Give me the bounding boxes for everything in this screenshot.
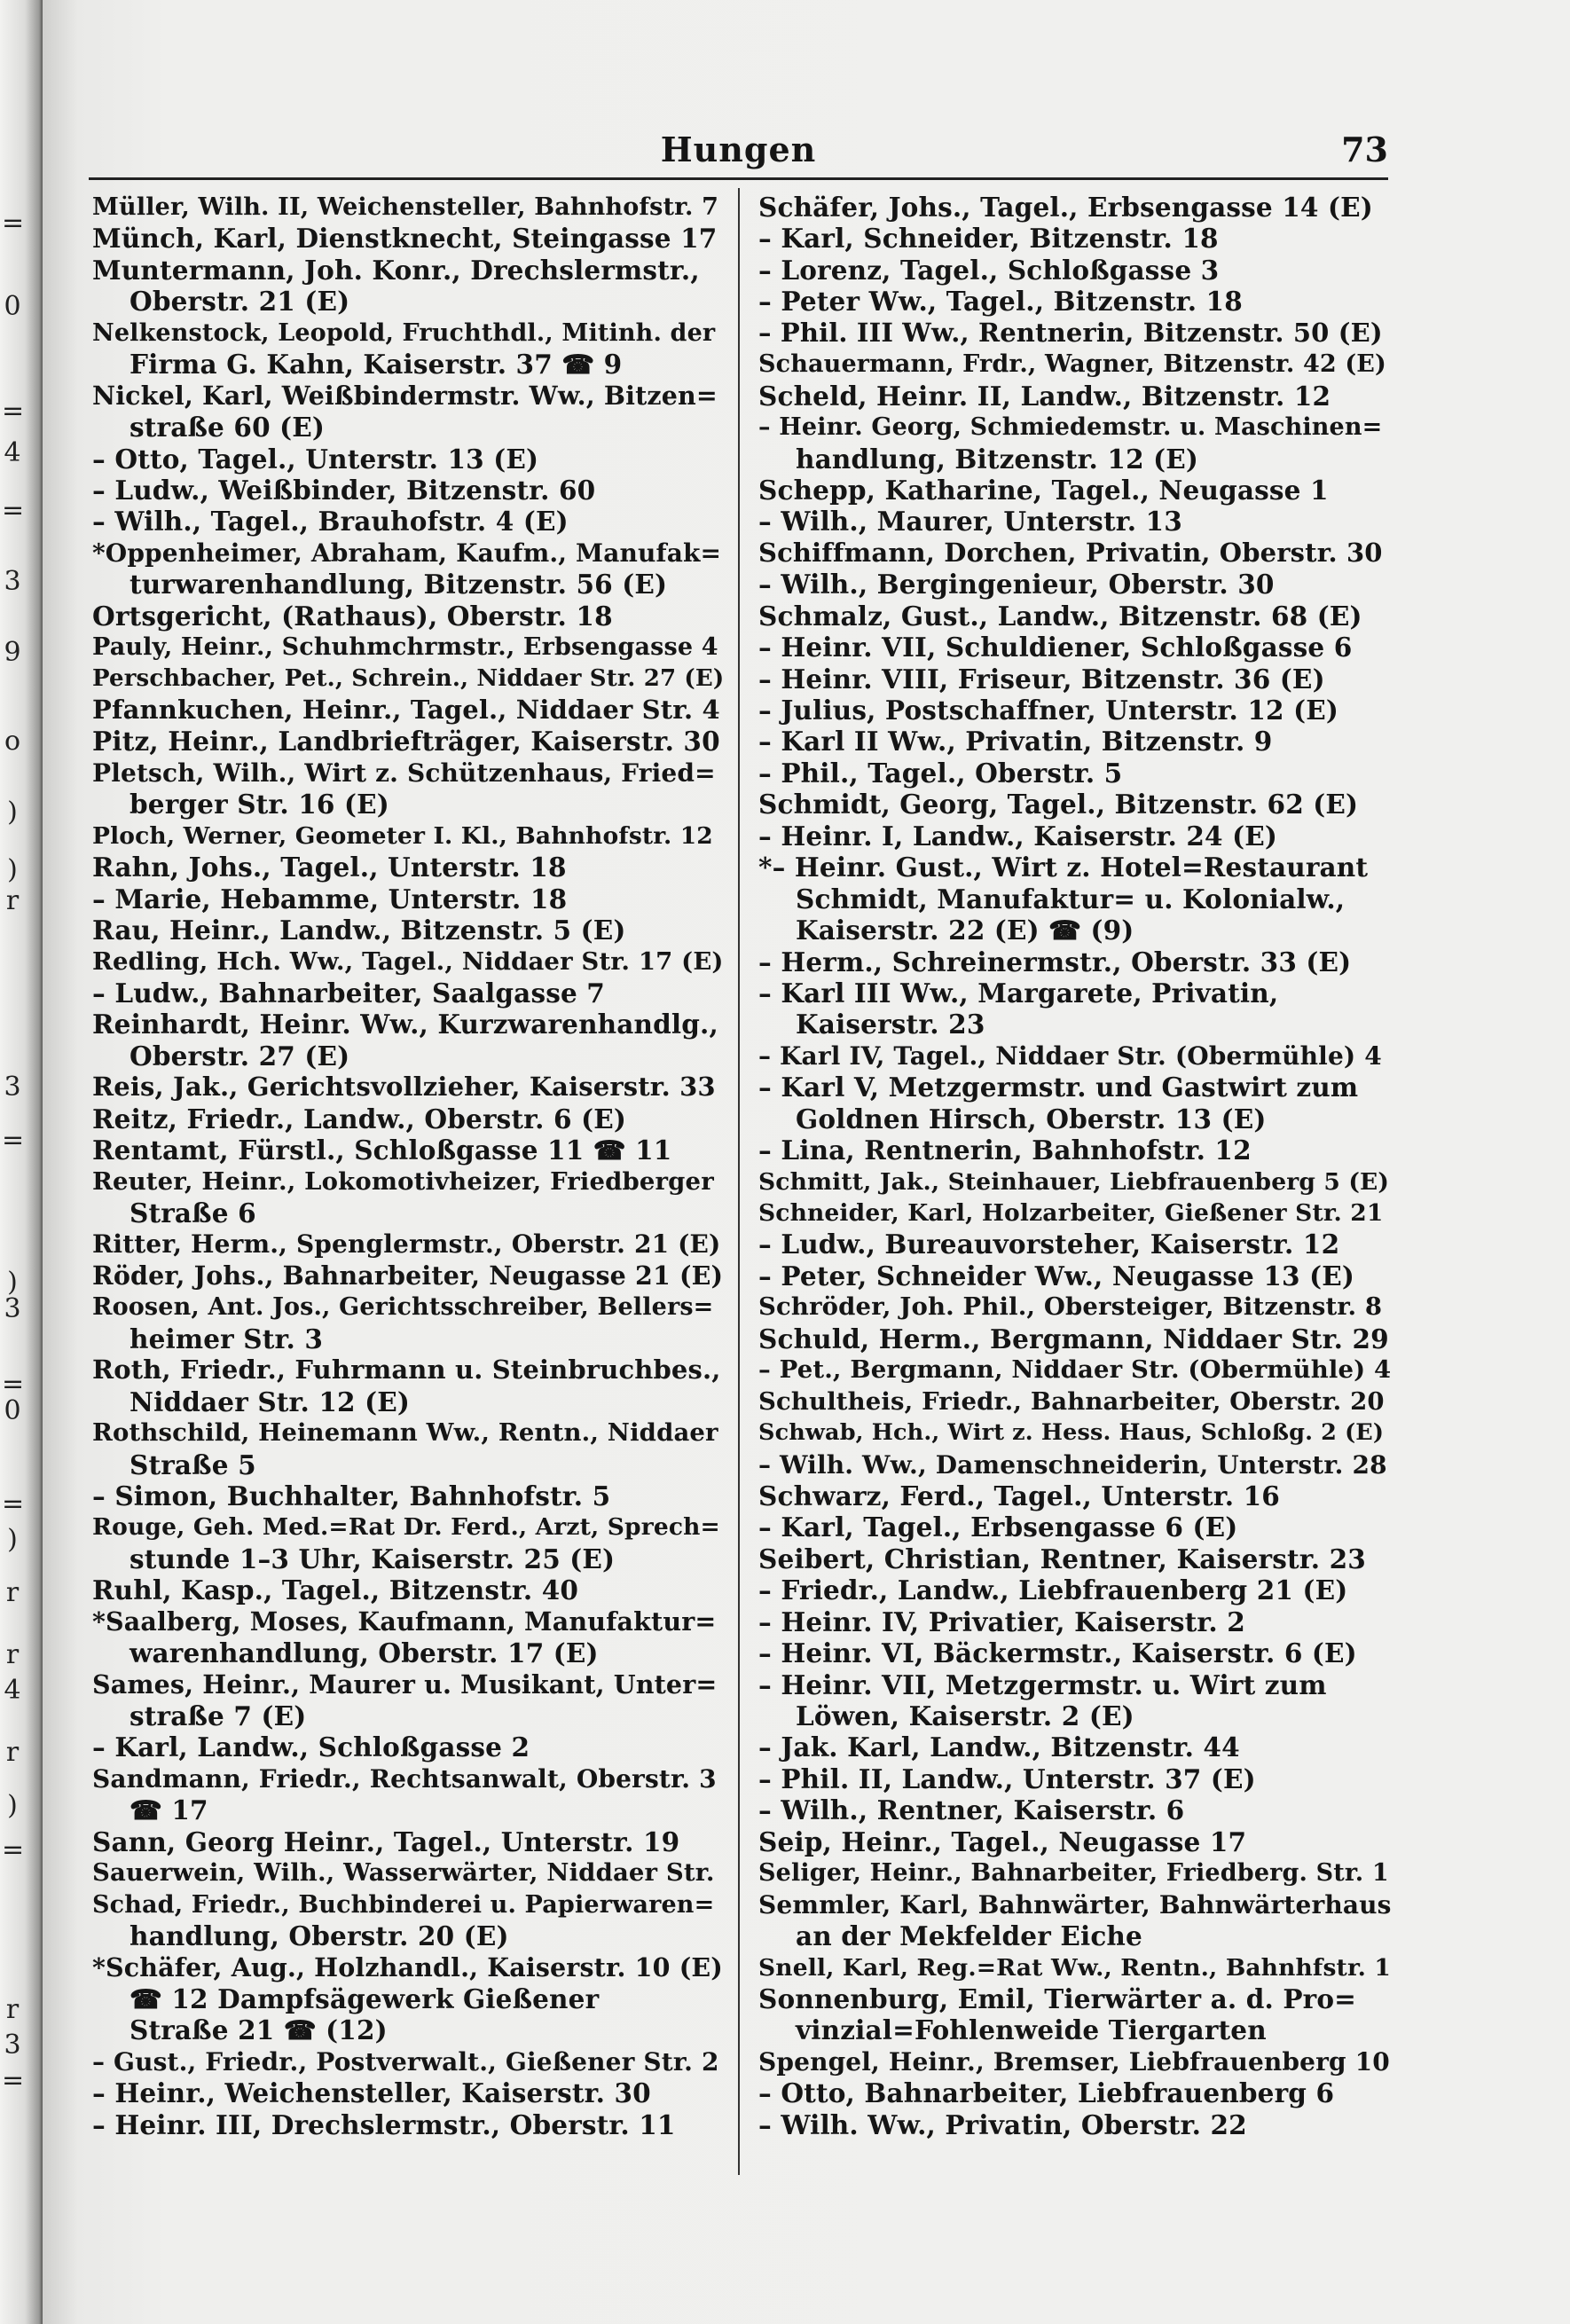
directory-entry-line: Schwarz, Ferd., Tagel., Unterstr. 16 [758, 1480, 1280, 1511]
directory-entry-line: – Karl V, Metzgermstr. und Gastwirt zum [758, 1072, 1359, 1103]
directory-entry-line: – Ludw., Bahnarbeiter, Saalgasse 7 [92, 977, 605, 1009]
directory-entry-line: handlung, Oberstr. 20 (E) [130, 1920, 509, 1952]
gutter-mark: 0 [4, 1395, 21, 1426]
directory-entry-line: Sann, Georg Heinr., Tagel., Unterstr. 19 [92, 1825, 680, 1857]
directory-entry-line: Reitz, Friedr., Landw., Oberstr. 6 (E) [92, 1103, 626, 1135]
gutter-mark: r [5, 1639, 20, 1670]
gutter-mark: = [2, 1369, 25, 1400]
directory-entry-line: – Ludw., Bureauvorsteher, Kaiserstr. 12 [758, 1229, 1340, 1260]
directory-entry-line: Schmitt, Jak., Steinhauer, Liebfrauenberg 5 (E) [758, 1167, 1390, 1196]
directory-entry-line: – Karl, Landw., Schloßgasse 2 [92, 1731, 530, 1763]
gutter-mark: ) [7, 1790, 18, 1821]
directory-entry-line: – Karl IV, Tagel., Niddaer Str. (Obermühle) 4 [758, 1040, 1382, 1071]
directory-entry-line: Rahn, Johs., Tagel., Unterstr. 18 [92, 852, 567, 883]
gutter-mark: 3 [4, 1072, 21, 1103]
directory-entry-line: Schultheis, Friedr., Bahnarbeiter, Oberstr. 20 [758, 1386, 1385, 1416]
directory-entry-line: – Herm., Schreinermstr., Oberstr. 33 (E) [758, 946, 1352, 977]
gutter-mark: = [2, 396, 25, 427]
directory-entry-line: – Pet., Bergmann, Niddaer Str. (Obermühle) 4 [758, 1355, 1392, 1385]
directory-entry-line: handlung, Bitzenstr. 12 (E) [796, 443, 1199, 475]
page-title: Hungen [660, 130, 817, 169]
directory-entry-line: vinzial=Fohlenweide Tiergarten [796, 2014, 1267, 2046]
directory-entry-line: – Heinr. I, Landw., Kaiserstr. 24 (E) [758, 820, 1277, 852]
directory-entry-line: Schröder, Joh. Phil., Obersteiger, Bitzenstr. 8 [758, 1292, 1383, 1322]
directory-entry-line: – Otto, Bahnarbeiter, Liebfrauenberg 6 [758, 2077, 1335, 2109]
directory-entry-line: Seibert, Christian, Rentner, Kaiserstr. 23 [758, 1543, 1366, 1574]
directory-entry-line: Schäfer, Johs., Tagel., Erbsengasse 14 (E) [758, 192, 1373, 223]
directory-entry-line: Münch, Karl, Dienstknecht, Steingasse 17 [92, 223, 718, 255]
directory-entry-line: *Schäfer, Aug., Holzhandl., Kaiserstr. 10 (E) [92, 1951, 723, 1982]
gutter-mark: r [5, 1577, 20, 1608]
directory-entry-line: – Phil., Tagel., Oberstr. 5 [758, 757, 1123, 789]
directory-entry-line: Spengel, Heinr., Bremser, Liebfrauenberg 10 [758, 2046, 1390, 2077]
directory-entry-line: – Wilh., Tagel., Brauhofstr. 4 (E) [92, 506, 569, 538]
directory-entry-line: – Karl III Ww., Margarete, Privatin, [758, 977, 1279, 1009]
gutter-mark: 0 [4, 291, 21, 322]
directory-entry-line: straße 60 (E) [130, 412, 326, 444]
directory-entry-line: turwarenhandlung, Bitzenstr. 56 (E) [130, 569, 668, 601]
directory-entry-line: Schmalz, Gust., Landw., Bitzenstr. 68 (E) [758, 600, 1362, 632]
directory-entry-line: – Heinr. VII, Metzgermstr. u. Wirt zum [758, 1668, 1327, 1700]
directory-entry-line: – Wilh., Rentner, Kaiserstr. 6 [758, 1794, 1185, 1826]
gutter-mark: r [5, 1737, 20, 1768]
header-rule [89, 177, 1388, 180]
directory-entry-line: – Karl, Schneider, Bitzenstr. 18 [758, 223, 1219, 255]
gutter-mark: ) [7, 797, 18, 828]
page-number: 73 [1341, 130, 1388, 169]
directory-entry-line: Reuter, Heinr., Lokomotivheizer, Friedberger [92, 1166, 714, 1196]
directory-entry-line: – Julius, Postschaffner, Unterstr. 12 (E) [758, 695, 1338, 726]
directory-entry-line: Nickel, Karl, Weißbindermstr. Ww., Bitzen= [92, 380, 718, 411]
gutter-mark: 9 [4, 637, 21, 668]
directory-entry-line: Roth, Friedr., Fuhrmann u. Steinbruchbes., [92, 1354, 721, 1386]
gutter-mark: 3 [4, 566, 21, 597]
directory-entry-line: Schmidt, Georg, Tagel., Bitzenstr. 62 (E) [758, 789, 1359, 820]
directory-entry-line: Firma G. Kahn, Kaiserstr. 37 ☎ 9 [130, 349, 623, 381]
directory-entry-line: Schad, Friedr., Buchbinderei u. Papierwaren= [92, 1890, 715, 1919]
left-column [92, 192, 724, 2140]
directory-entry-line: – Ludw., Weißbinder, Bitzenstr. 60 [92, 474, 596, 506]
gutter-mark: = [2, 1834, 25, 1865]
directory-entry-line: Reinhardt, Heinr. Ww., Kurzwarenhandlg., [92, 1009, 718, 1040]
gutter-mark: r [5, 885, 20, 916]
directory-entry-line: – Wilh., Maurer, Unterstr. 13 [758, 506, 1182, 538]
directory-entry-line: – Jak. Karl, Landw., Bitzenstr. 44 [758, 1731, 1240, 1763]
directory-entry-line: – Heinr. VII, Schuldiener, Schloßgasse 6 [758, 632, 1353, 663]
gutter-mark: = [2, 2065, 25, 2096]
directory-entry-line: – Wilh. Ww., Damenschneiderin, Unterstr. 28 [758, 1449, 1387, 1480]
directory-entry-line: Kaiserstr. 23 [796, 1009, 985, 1040]
directory-entry-line: Straße 21 ☎ (12) [130, 2014, 388, 2046]
directory-entry-line: Schauermann, Frdr., Wagner, Bitzenstr. 42 (E) [758, 350, 1386, 379]
directory-entry-line: Redling, Hch. Ww., Tagel., Niddaer Str. 17 (E) [92, 946, 724, 976]
directory-entry-line: – Wilh. Ww., Privatin, Oberstr. 22 [758, 2108, 1247, 2140]
directory-entry-line: Semmler, Karl, Bahnwärter, Bahnwärterhaus [758, 1889, 1392, 1920]
gutter-mark: r [5, 1994, 20, 2025]
directory-entry-line: – Otto, Tagel., Unterstr. 13 (E) [92, 443, 539, 475]
directory-entry-line: – Karl II Ww., Privatin, Bitzenstr. 9 [758, 726, 1273, 758]
directory-entry-line: – Peter Ww., Tagel., Bitzenstr. 18 [758, 286, 1243, 318]
directory-entry-line: straße 7 (E) [130, 1700, 307, 1731]
gutter-mark: = [2, 208, 25, 239]
gutter-mark: ) [7, 1524, 18, 1555]
directory-entry-line: Müller, Wilh. II, Weichensteller, Bahnhofstr. 7 [92, 193, 719, 221]
directory-entry-line: Rothschild, Heinemann Ww., Rentn., Niddaer [92, 1418, 718, 1448]
directory-entry-line: Rouge, Geh. Med.=Rat Dr. Ferd., Arzt, Sprech= [92, 1513, 720, 1542]
directory-entry-line: – Heinr. Georg, Schmiedemstr. u. Maschinen= [758, 413, 1383, 442]
directory-entry-line: Pitz, Heinr., Landbriefträger, Kaiserstr. 30 [92, 726, 720, 758]
directory-entry-line: – Simon, Buchhalter, Bahnhofstr. 5 [92, 1480, 611, 1511]
gutter-mark: ) [7, 854, 18, 885]
directory-entry-line: Rentamt, Fürstl., Schloßgasse 11 ☎ 11 [92, 1135, 672, 1166]
directory-entry-line: Schwab, Hch., Wirt z. Hess. Haus, Schloßg. 2 (E) [758, 1419, 1385, 1447]
directory-entry-line: – Heinr., Weichensteller, Kaiserstr. 30 [92, 2077, 651, 2109]
directory-entry-line: Ruhl, Kasp., Tagel., Bitzenstr. 40 [92, 1574, 579, 1606]
directory-entry-line: Löwen, Kaiserstr. 2 (E) [796, 1700, 1134, 1731]
directory-entry-line: Seip, Heinr., Tagel., Neugasse 17 [758, 1825, 1247, 1857]
directory-entry-line: heimer Str. 3 [130, 1323, 323, 1354]
directory-entry-line: *Oppenheimer, Abraham, Kaufm., Manufak= [92, 538, 722, 568]
directory-entry-line: Muntermann, Joh. Konr., Drechslermstr., [92, 254, 700, 286]
directory-entry-line: ☎ 17 [130, 1794, 208, 1826]
directory-entry-line: Sonnenburg, Emil, Tierwärter a. d. Pro= [758, 1982, 1357, 2014]
directory-entry-line: – Heinr. VIII, Friseur, Bitzenstr. 36 (E) [758, 663, 1325, 695]
directory-entry-line: Reis, Jak., Gerichtsvollzieher, Kaiserstr. 33 [92, 1072, 716, 1103]
directory-entry-line: ☎ 12 Dampfsägewerk Gießener [130, 1982, 600, 2014]
gutter-mark: ) [7, 1267, 18, 1298]
directory-entry-line: Sames, Heinr., Maurer u. Musikant, Unter= [92, 1668, 718, 1700]
directory-entry-line: *Saalberg, Moses, Kaufmann, Manufaktur= [92, 1606, 717, 1637]
gutter-mark: 4 [4, 1675, 21, 1706]
directory-entry-line: Oberstr. 27 (E) [130, 1040, 350, 1072]
directory-entry-line: – Heinr. III, Drechslermstr., Oberstr. 11 [92, 2108, 676, 2140]
directory-entry-line: – Karl, Tagel., Erbsengasse 6 (E) [758, 1511, 1238, 1543]
gutter-mark: 3 [4, 1293, 21, 1324]
directory-entry-line: Seliger, Heinr., Bahnarbeiter, Friedberg. Str. 1 [758, 1859, 1389, 1888]
directory-entry-line: an der Mekfelder Eiche [796, 1920, 1142, 1952]
directory-entry-line: – Lorenz, Tagel., Schloßgasse 3 [758, 254, 1220, 286]
gutter-mark: = [2, 495, 25, 526]
directory-entry-line: Kaiserstr. 22 (E) ☎ (9) [796, 915, 1134, 946]
gutter-mark: = [2, 1125, 25, 1156]
directory-entry-line: warenhandlung, Oberstr. 17 (E) [130, 1637, 599, 1669]
directory-entry-line: – Peter, Schneider Ww., Neugasse 13 (E) [758, 1260, 1354, 1292]
directory-entry-line: – Heinr. IV, Privatier, Kaiserstr. 2 [758, 1606, 1245, 1637]
right-column [758, 192, 1392, 2140]
directory-entry-line: – Heinr. VI, Bäckermstr., Kaiserstr. 6 (E) [758, 1637, 1357, 1669]
gutter-mark: = [2, 1488, 25, 1519]
directory-entry-line: Goldnen Hirsch, Oberstr. 13 (E) [796, 1103, 1267, 1135]
directory-entry-line: – Phil. II, Landw., Unterstr. 37 (E) [758, 1763, 1256, 1794]
directory-entry-line: Schneider, Karl, Holzarbeiter, Gießener Str. 21 [758, 1199, 1384, 1227]
directory-entry-line: Ritter, Herm., Spenglermstr., Oberstr. 21 (E) [92, 1229, 721, 1260]
directory-entry-line: Schepp, Katharine, Tagel., Neugasse 1 [758, 474, 1329, 506]
gutter-mark: 4 [4, 437, 21, 468]
directory-entry-line: Roosen, Ant. Jos., Gerichtsschreiber, Bellers= [92, 1293, 714, 1322]
directory-entry-line: – Wilh., Bergingenieur, Oberstr. 30 [758, 569, 1275, 601]
directory-entry-line: Pfannkuchen, Heinr., Tagel., Niddaer Str. 4 [92, 695, 720, 725]
directory-entry-line: Pauly, Heinr., Schuhmchrmstr., Erbsengasse 4 [92, 633, 718, 662]
directory-entry-line: stunde 1–3 Uhr, Kaiserstr. 25 (E) [130, 1543, 616, 1574]
directory-entry-line: – Lina, Rentnerin, Bahnhofstr. 12 [758, 1135, 1252, 1166]
directory-entry-line: – Marie, Hebamme, Unterstr. 18 [92, 883, 568, 915]
directory-entry-line: – Phil. III Ww., Rentnerin, Bitzenstr. 50 (E) [758, 317, 1383, 348]
column-divider [738, 188, 740, 2175]
directory-entry-line: Schiffmann, Dorchen, Privatin, Oberstr. 30 [758, 537, 1383, 568]
running-head [89, 130, 1388, 174]
directory-entry-line: Röder, Johs., Bahnarbeiter, Neugasse 21 (E) [92, 1260, 724, 1291]
directory-entry-line: Sauerwein, Wilh., Wasserwärter, Niddaer Str. [92, 1858, 715, 1888]
gutter-mark: o [4, 726, 21, 757]
directory-entry-line: Schmidt, Manufaktur= u. Kolonialw., [796, 883, 1346, 915]
directory-entry-line: berger Str. 16 (E) [130, 789, 389, 820]
gutter-mark: 3 [4, 2030, 21, 2061]
directory-entry-line: Schuld, Herm., Bergmann, Niddaer Str. 29 [758, 1323, 1389, 1354]
directory-entry-line: Sandmann, Friedr., Rechtsanwalt, Oberstr. 3 [92, 1763, 717, 1794]
directory-entry-line: Snell, Karl, Reg.=Rat Ww., Rentn., Bahnhfstr. 1 [758, 1953, 1391, 1982]
directory-entry-line: Pletsch, Wilh., Wirt z. Schützenhaus, Fried= [92, 758, 716, 788]
directory-entry-line: Perschbacher, Pet., Schrein., Niddaer Str. 27 (E) [92, 664, 725, 692]
directory-entry-line: Straße 5 [130, 1449, 256, 1480]
directory-entry-line: *– Heinr. Gust., Wirt z. Hotel=Restaurant [758, 852, 1369, 883]
directory-entry-line: Niddaer Str. 12 (E) [130, 1386, 410, 1417]
directory-entry-line: – Friedr., Landw., Liebfrauenberg 21 (E) [758, 1574, 1348, 1606]
directory-entry-line: Ortsgericht, (Rathaus), Oberstr. 18 [92, 600, 613, 632]
directory-entry-line: Oberstr. 21 (E) [130, 286, 350, 318]
directory-entry-line: Ploch, Werner, Geometer I. Kl., Bahnhofstr. 12 [92, 821, 713, 850]
directory-entry-line: Rau, Heinr., Landw., Bitzenstr. 5 (E) [92, 915, 626, 946]
directory-entry-line: Scheld, Heinr. II, Landw., Bitzenstr. 12 [758, 380, 1331, 412]
directory-entry-line: – Gust., Friedr., Postverwalt., Gießener Str. 2 [92, 2046, 719, 2077]
book-gutter [0, 0, 43, 2324]
directory-entry-line: Straße 6 [130, 1197, 256, 1229]
directory-entry-line: Nelkenstock, Leopold, Fruchthdl., Mitinh. der [92, 318, 716, 347]
